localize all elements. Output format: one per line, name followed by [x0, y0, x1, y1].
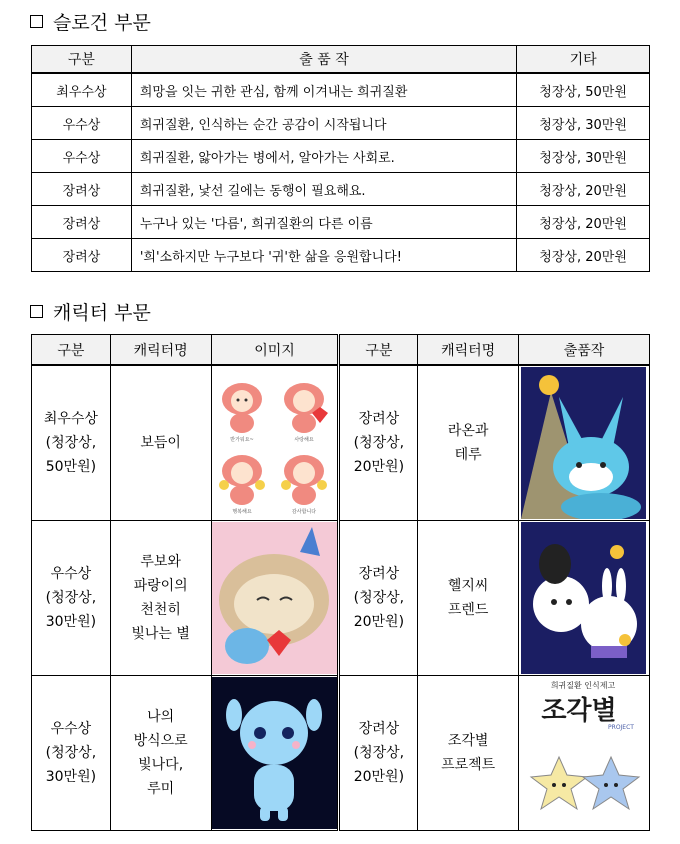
- character-image-helji: [518, 520, 649, 675]
- cell-line: 30만원): [45, 613, 97, 630]
- cell-line: 테루: [454, 446, 482, 463]
- slogan-note-cell: 청장상, 20만원: [517, 239, 650, 272]
- slogan-work-cell: 희망을 잇는 귀한 관심, 함께 이겨내는 희귀질환: [131, 73, 516, 107]
- header-award-right: 구분: [339, 335, 418, 366]
- character-image-rumi: [211, 675, 339, 830]
- character-image-jogakbyeol: [518, 675, 649, 830]
- cell-line: 20만원): [353, 768, 405, 785]
- cell-line: 우수상: [50, 565, 92, 582]
- name-cell: [110, 520, 211, 675]
- jogakbyeol-image: [521, 677, 646, 829]
- character-section-title: [30, 298, 151, 325]
- character-title-text: 캐릭터 부문: [53, 302, 151, 324]
- character-image-raon-teru: [518, 365, 649, 520]
- slogan-row: [32, 239, 650, 272]
- cell-line: 빛나는 별: [131, 625, 190, 642]
- slogan-row: [32, 206, 650, 239]
- cell-line: 20만원): [353, 613, 405, 630]
- name-cell: [418, 365, 519, 520]
- checkbox-icon: [30, 15, 43, 28]
- cell-line: 50만원): [45, 458, 97, 475]
- cell-line: 프로젝트: [441, 756, 496, 773]
- cell-line: 조각별: [447, 732, 489, 749]
- cell-line: 나의: [147, 708, 175, 725]
- award-cell: [32, 520, 111, 675]
- cell-line: (청장상,: [353, 434, 405, 451]
- name-cell: [418, 520, 519, 675]
- cell-line: 보듬이: [140, 434, 181, 451]
- character-table: [31, 334, 650, 831]
- header-name-right: 캐릭터명: [418, 335, 519, 366]
- slogan-work-cell: '희'소하지만 누구보다 '귀'한 삶을 응원합니다!: [131, 239, 516, 272]
- cell-line: 장려상: [358, 720, 400, 737]
- rumi-image: [212, 677, 337, 829]
- slogan-work-cell: 희귀질환, 낯선 길에는 동행이 필요해요.: [131, 173, 516, 206]
- cell-line: 헬지씨: [447, 577, 489, 594]
- slogan-section-title: [30, 8, 151, 35]
- cell-line: 30만원): [45, 768, 97, 785]
- award-cell: [32, 675, 111, 830]
- cell-line: 천천히: [140, 601, 181, 618]
- slogan-note-cell: 청장상, 30만원: [517, 140, 650, 173]
- award-cell: [32, 365, 111, 520]
- character-header-row: [32, 335, 650, 366]
- character-row: [32, 675, 650, 830]
- slogan-header-row: [32, 46, 650, 74]
- slogan-title-text: 슬로건 부문: [53, 12, 151, 34]
- cell-line: 루보와: [140, 553, 181, 570]
- award-cell: [339, 675, 418, 830]
- cell-line: 20만원): [353, 458, 405, 475]
- header-image: 이미지: [211, 335, 339, 366]
- slogan-award-cell: 장려상: [32, 206, 132, 239]
- slogan-award-cell: 우수상: [32, 107, 132, 140]
- checkbox-icon: [30, 305, 43, 318]
- cell-line: 방식으로: [133, 732, 188, 749]
- cell-line: (청장상,: [353, 589, 405, 606]
- cell-line: (청장상,: [45, 434, 97, 451]
- caption-label: 반가워요~: [230, 436, 254, 443]
- slogan-table: [31, 45, 650, 272]
- slogan-award-cell: 장려상: [32, 239, 132, 272]
- cell-line: 라온과: [447, 422, 489, 439]
- character-image-bodeumi: [211, 365, 339, 520]
- cell-line: (청장상,: [45, 744, 97, 761]
- header-name-left: 캐릭터명: [110, 335, 211, 366]
- slogan-award-cell: 장려상: [32, 173, 132, 206]
- caption-label: 희귀질환 인식제고: [551, 680, 616, 690]
- slogan-award-cell: 우수상: [32, 140, 132, 173]
- caption-label: 사랑해요: [294, 436, 314, 443]
- cell-line: (청장상,: [353, 744, 405, 761]
- cell-line: 루미: [147, 780, 175, 797]
- character-row: [32, 365, 650, 520]
- slogan-row: [32, 173, 650, 206]
- name-cell: [110, 365, 211, 520]
- slogan-row: [32, 140, 650, 173]
- slogan-note-cell: 청장상, 50만원: [517, 73, 650, 107]
- caption-label: 감사합니다: [291, 508, 317, 515]
- cell-line: (청장상,: [45, 589, 97, 606]
- name-cell: [418, 675, 519, 830]
- slogan-note-cell: 청장상, 30만원: [517, 107, 650, 140]
- slogan-note-cell: 청장상, 20만원: [517, 173, 650, 206]
- header-note: 기타: [517, 46, 650, 74]
- raon-teru-image: [521, 367, 646, 519]
- logo-subtitle: PROJECT: [608, 723, 635, 731]
- award-cell: [339, 365, 418, 520]
- header-award-left: 구분: [32, 335, 111, 366]
- logo-title: 조각별: [541, 695, 618, 726]
- award-cell: [339, 520, 418, 675]
- cell-line: 장려상: [358, 410, 400, 427]
- cell-line: 파랑이의: [133, 577, 188, 594]
- name-cell: [110, 675, 211, 830]
- caption-label: 행복해요: [232, 508, 252, 515]
- slogan-work-cell: 누구나 있는 '다름', 희귀질환의 다른 이름: [131, 206, 516, 239]
- slogan-row: [32, 107, 650, 140]
- slogan-row: [32, 73, 650, 107]
- header-work: 출 품 작: [131, 46, 516, 74]
- header-entry: 출품작: [518, 335, 649, 366]
- slogan-work-cell: 희귀질환, 인식하는 순간 공감이 시작됩니다: [131, 107, 516, 140]
- cell-line: 장려상: [358, 565, 400, 582]
- bodeumi-image: [212, 367, 337, 519]
- cell-line: 빛나다,: [138, 756, 184, 773]
- cell-line: 우수상: [50, 720, 92, 737]
- slogan-work-cell: 희귀질환, 앓아가는 병에서, 알아가는 사회로.: [131, 140, 516, 173]
- helji-image: [521, 522, 646, 674]
- character-image-rubo: [211, 520, 339, 675]
- slogan-award-cell: 최우수상: [32, 73, 132, 107]
- cell-line: 프렌드: [447, 601, 489, 618]
- header-award: 구분: [32, 46, 132, 74]
- slogan-note-cell: 청장상, 20만원: [517, 206, 650, 239]
- cell-line: 최우수상: [43, 410, 98, 427]
- rubo-image: [212, 522, 337, 674]
- character-row: [32, 520, 650, 675]
